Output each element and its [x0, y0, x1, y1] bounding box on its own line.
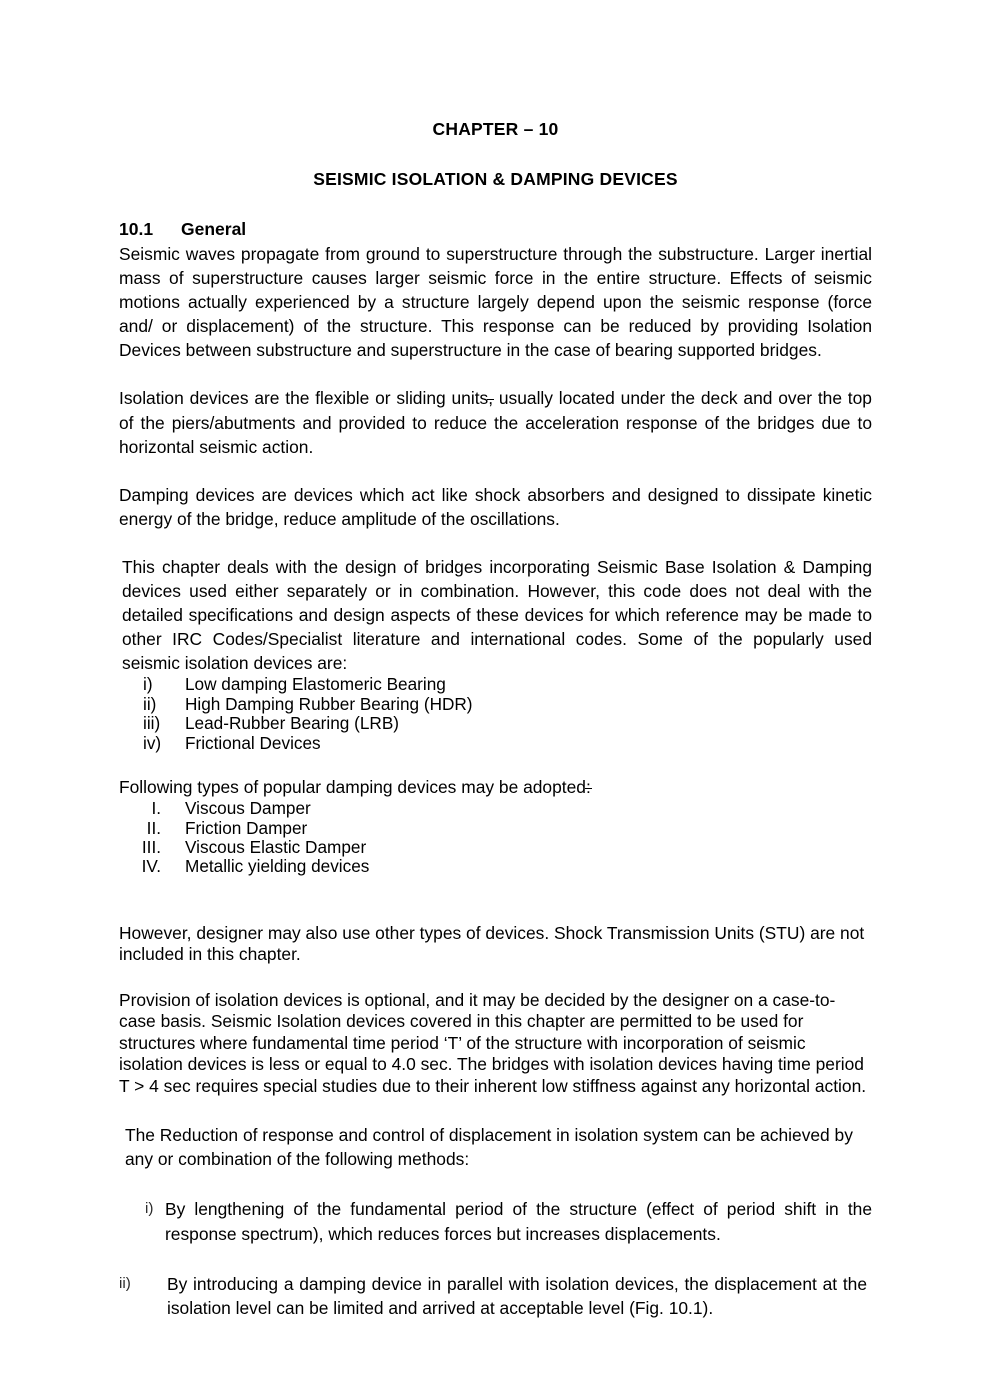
paragraph-chapter-scope: This chapter deals with the design of bridges incorporating Seismic Base Isolation & Damping devices used either separately or in combination. However, this code does not deal with the detailed specifications and design aspects of these devices for which reference may be made to other IRC Codes/Specialist literature and international codes. Some of the popularly used seismic isolation devices are: [122, 556, 872, 674]
list-marker: iv) [143, 732, 162, 753]
list-label: Metallic yielding devices [185, 856, 370, 877]
list-marker: II. [146, 817, 161, 838]
list-marker: i) [143, 674, 153, 695]
chapter-title: CHAPTER – 10 [432, 119, 559, 139]
list-item [119, 819, 872, 838]
method-text: By introducing a damping device in parallel with isolation devices, the displacement at the isolation level can be limited and arrived at acceptable level (Fig. 10.1). [167, 1273, 867, 1318]
method-text: By lengthening of the fundamental period of the structure (effect of period shift in the response spectrum), which reduces forces but increases displacements. [165, 1199, 872, 1244]
section-heading [119, 190, 872, 240]
list-marker: IV. [141, 856, 161, 877]
list-item [119, 695, 872, 714]
list-item [119, 857, 872, 876]
list-item [119, 675, 872, 694]
paragraph-isolation-devices [119, 386, 872, 458]
paragraph-isolation-devices-text-b: usually located under the deck and over the top of the piers/abutments and provided to reduce the acceleration response of the bridges due to horizontal seismic action. [119, 388, 872, 457]
list-label: Viscous Elastic Damper [185, 836, 367, 857]
list-item [119, 714, 872, 733]
paragraph-damping-types-text: Following types of popular damping devices may be adopted [119, 777, 586, 798]
list-label: High Damping Rubber Bearing (HDR) [185, 693, 473, 714]
list-label: Lead-Rubber Bearing (LRB) [185, 713, 400, 734]
paragraph-intro: Seismic waves propagate from ground to superstructure through the substructure. Larger inertial mass of superstructure causes larger seismic force in the entire structure. Effects of seismic motions actually experienced by a structure largely depend upon the seismic response (force and/ or displacement) of the structure. This response can be reduced by providing Isolation Devices between substructure and superstructure in the case of bearing supported bridges. [119, 244, 872, 361]
document-title: SEISMIC ISOLATION & DAMPING DEVICES [313, 169, 678, 189]
list-marker: I. [151, 798, 161, 819]
paragraph-reduction-methods: The Reduction of response and control of displacement in isolation system can be achieved by any or combination of the following methods: [125, 1125, 853, 1170]
list-label: Friction Damper [185, 817, 308, 838]
isolation-devices-list [119, 675, 872, 753]
paragraph-other-devices: However, designer may also use other types of devices. Shock Transmission Units (STU) are not included in this chapter. [119, 922, 865, 965]
list-label: Low damping Elastomeric Bearing [185, 674, 446, 695]
method-marker: ii) [119, 1274, 131, 1292]
paragraph-provision: Provision of isolation devices is optional, and it may be decided by the designer on a case-to-case basis. Seismic Isolation devices covered in this chapter are permitted to be used for structures where fundamental time period ‘T’ of the structure with incorporation of seismic isolation devices is less or equal to 4.0 sec. The bridges with isolation devices having time period T > 4 sec requires special studies due to their inherent low stiffness against any horizontal action. [119, 989, 867, 1096]
list-marker: ii) [143, 693, 157, 714]
paragraph-damping-devices: Damping devices are devices which act like shock absorbers and designed to dissipate kinetic energy of the bridge, reduce amplitude of the oscillations. [119, 484, 872, 529]
list-label: Frictional Devices [185, 732, 321, 753]
list-item [119, 838, 872, 857]
list-marker: III. [141, 836, 161, 857]
page-content [119, 0, 872, 1320]
struck-colon: : [586, 775, 591, 799]
list-marker: iii) [143, 713, 161, 734]
method-item-ii [119, 1272, 867, 1320]
section-heading-label: General [181, 219, 247, 239]
section-number: 10.1 [119, 219, 154, 239]
list-item [119, 734, 872, 753]
list-label: Viscous Damper [185, 798, 311, 819]
struck-comma: , [488, 386, 493, 410]
paragraph-damping-types-lead [119, 775, 872, 799]
method-item-i [145, 1197, 872, 1245]
list-item [119, 799, 872, 818]
paragraph-isolation-devices-text-a: Isolation devices are the flexible or sliding units [119, 388, 489, 409]
damping-devices-list [119, 799, 872, 877]
method-marker: i) [145, 1200, 154, 1218]
